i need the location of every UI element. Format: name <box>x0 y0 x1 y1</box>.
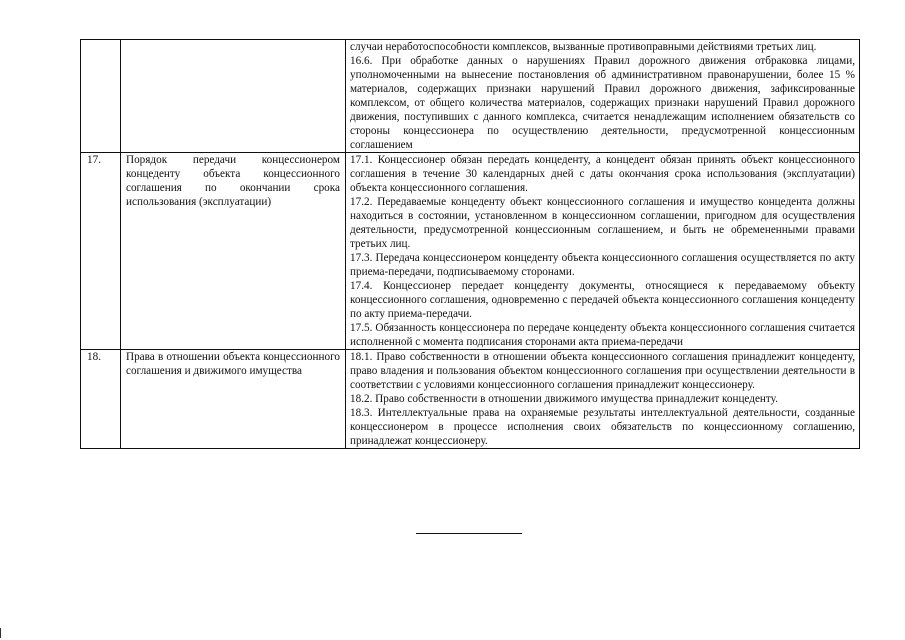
clause-paragraph: 16.6. При обработке данных о нарушениях Правил дорожного движения отбраковка лицами, уполномоченными на вынесение постановления об административном правонарушении, более 15 % материалов, содержащих признаки нарушений Правил дорожного движения, зафиксированные комплексом, от общего количества материалов, содержащих признаки нарушений Правил дорожного движения, поступивших с данного комплекса, считается ненадлежащим исполнением обязательств со стороны концессионера по осуществлению деятельности, предусмотренной концессионным соглашением <box>350 55 855 151</box>
item-subject-cell <box>121 40 346 153</box>
scan-edge-mark <box>0 628 1 638</box>
clause-paragraph: случаи неработоспособности комплексов, вызванные противоправными действиями третьих лиц. <box>350 41 817 53</box>
item-content-cell <box>346 153 860 350</box>
clause-paragraph: 18.3. Интеллектуальные права на охраняемые результаты интеллектуальной деятельности, созданные концессионером в процессе исполнения своих обязательств по концессионному соглашению, принадлежат концессионеру. <box>350 407 855 447</box>
item-content-cell <box>346 40 860 153</box>
item-subject: Порядок передачи концессионером концеденту объекта концессионного соглашения по окончании срока использования (эксплуатации) <box>126 154 340 208</box>
item-number-cell <box>81 350 121 449</box>
footer-divider <box>416 533 522 534</box>
item-number-cell <box>81 153 121 350</box>
item-number-cell <box>81 40 121 153</box>
table-row <box>81 153 860 350</box>
item-content-cell <box>346 350 860 449</box>
item-subject-cell <box>121 350 346 449</box>
item-number: 18. <box>87 351 101 363</box>
item-number: 17. <box>87 154 101 166</box>
clause-paragraph: 17.2. Передаваемые концеденту объект концессионного соглашения и имущество концедента должны находиться в состоянии, установленном в концессионном соглашении, пригодном для осуществления деятельности, предусмотренной концессионным соглашением, и быть не обремененными правами третьих лиц. <box>350 196 855 250</box>
clause-paragraph: 17.1. Концессионер обязан передать концеденту, а концедент обязан принять объект концессионного соглашения в течение 30 календарных дней с даты окончания срока использования (эксплуатации) объекта концессионного соглашения. <box>350 154 855 194</box>
item-subject: Права в отношении объекта концессионного соглашения и движимого имущества <box>126 351 340 377</box>
table-row <box>81 350 860 449</box>
clause-paragraph: 17.3. Передача концессионером концеденту объекта концессионного соглашения осуществляется по акту приема-передачи, подписываемому сторонами. <box>350 252 855 278</box>
clause-paragraph: 18.2. Право собственности в отношении движимого имущества принадлежит концеденту. <box>350 393 778 405</box>
document-table <box>80 39 860 449</box>
clause-paragraph: 17.5. Обязанность концессионера по передаче концеденту объекта концессионного соглашения считается исполненной с момента подписания сторонами акта приема-передачи <box>350 322 855 348</box>
table-row <box>81 40 860 153</box>
clause-paragraph: 18.1. Право собственности в отношении объекта концессионного соглашения принадлежит концеденту, право владения и пользования объектом концессионного соглашения при осуществлении деятельности в соответствии с условиями концессионного соглашения принадлежит концессионеру. <box>350 351 855 391</box>
clause-paragraph: 17.4. Концессионер передает концеденту документы, относящиеся к передаваемому объекту концессионного соглашения, одновременно с передачей объекта концессионного соглашения концеденту по акту приема-передачи. <box>350 280 855 320</box>
item-subject-cell <box>121 153 346 350</box>
